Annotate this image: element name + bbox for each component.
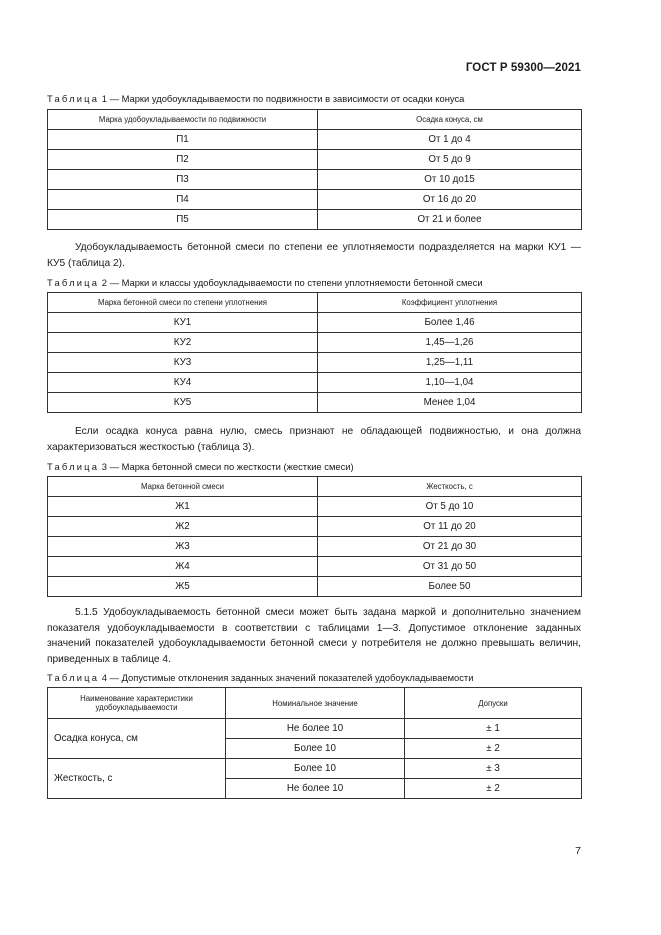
table-cell: От 31 до 50 xyxy=(318,557,582,577)
paragraph-text: 5.1.5 Удобоукладываемость бетонной смеси может быть задана маркой и дополнительно значением показателя удобоукладываемости в соответствии с таблицами 1—3. Допустимое отклонение заданных значений показателей удобоукладываемости бетонной смеси у потребителя не должно превышать величин, приведенных в таблице 4. xyxy=(47,607,581,665)
table-cell: Ж1 xyxy=(48,497,318,517)
table2 xyxy=(47,292,582,413)
table-cell: 1,25—1,11 xyxy=(318,353,582,373)
table-row xyxy=(48,190,582,210)
column-header: Жесткость, с xyxy=(318,477,582,497)
column-header: Осадка конуса, см xyxy=(318,110,582,130)
table-cell: КУ5 xyxy=(48,393,318,413)
table-row xyxy=(48,353,582,373)
table-row xyxy=(48,759,582,779)
table-cell: От 21 и более xyxy=(318,210,582,230)
table-cell: От 11 до 20 xyxy=(318,517,582,537)
table-cell: КУ3 xyxy=(48,353,318,373)
table3 xyxy=(47,476,582,597)
table-row xyxy=(48,333,582,353)
paragraph xyxy=(47,605,581,667)
table-cell: От 1 до 4 xyxy=(318,130,582,150)
table-cell: П3 xyxy=(48,170,318,190)
table2-caption-text: 2 — Марки и классы удобоукладываемости по степени уплотняемости бетонной смеси xyxy=(101,277,483,288)
table-cell: КУ4 xyxy=(48,373,318,393)
table-cell: От 5 до 9 xyxy=(318,150,582,170)
table-cell: Ж2 xyxy=(48,517,318,537)
table-cell: П5 xyxy=(48,210,318,230)
table-cell: П4 xyxy=(48,190,318,210)
column-header: Наименование характеристики удобоукладываемости xyxy=(48,688,226,719)
table-header-row xyxy=(48,293,582,313)
table-row xyxy=(48,373,582,393)
table-cell: От 16 до 20 xyxy=(318,190,582,210)
table-header-row xyxy=(48,477,582,497)
table4-caption-prefix: Таблица xyxy=(47,672,100,683)
table-cell: Ж3 xyxy=(48,537,318,557)
table4-caption-text: 4 — Допустимые отклонения заданных значений показателей удобоукладываемости xyxy=(101,672,474,683)
table-row xyxy=(48,313,582,333)
table2-caption xyxy=(47,277,483,288)
table-row xyxy=(48,537,582,557)
table-row xyxy=(48,210,582,230)
table-cell: От 21 до 30 xyxy=(318,537,582,557)
group-label: Осадка конуса, см xyxy=(48,719,226,759)
table4 xyxy=(47,687,582,799)
table1-caption-prefix: Таблица xyxy=(47,93,100,104)
table-header-row xyxy=(48,110,582,130)
table1 xyxy=(47,109,582,230)
column-header: Коэффициент уплотнения xyxy=(318,293,582,313)
table-row xyxy=(48,497,582,517)
column-header: Марка удобоукладываемости по подвижности xyxy=(48,110,318,130)
table-cell: Более 1,46 xyxy=(318,313,582,333)
table-cell: 1,45—1,26 xyxy=(318,333,582,353)
table-row xyxy=(48,150,582,170)
table-cell: Более 50 xyxy=(318,577,582,597)
table-row xyxy=(48,130,582,150)
table-cell: ± 2 xyxy=(405,779,582,799)
table3-caption xyxy=(47,461,354,472)
table-cell: Ж5 xyxy=(48,577,318,597)
column-header: Номинальное значение xyxy=(226,688,405,719)
table-cell: КУ1 xyxy=(48,313,318,333)
table-cell: Ж4 xyxy=(48,557,318,577)
paragraph xyxy=(47,240,581,271)
table3-caption-prefix: Таблица xyxy=(47,461,100,472)
column-header: Марка бетонной смеси xyxy=(48,477,318,497)
table-row xyxy=(48,393,582,413)
column-header: Марка бетонной смеси по степени уплотнения xyxy=(48,293,318,313)
table-row xyxy=(48,170,582,190)
table-cell: Не более 10 xyxy=(226,719,405,739)
table-cell: Более 10 xyxy=(226,759,405,779)
table-cell: ± 3 xyxy=(405,759,582,779)
table2-caption-prefix: Таблица xyxy=(47,277,100,288)
paragraph-text: Если осадка конуса равна нулю, смесь признают не обладающей подвижностью, и она должна характеризоваться жесткостью (таблица 3). xyxy=(47,426,581,453)
table-row xyxy=(48,719,582,739)
paragraph-text: Удобоукладываемость бетонной смеси по степени ее уплотняемости подразделяется на марки КУ1 — КУ5 (таблица 2). xyxy=(47,242,581,269)
table-cell: П1 xyxy=(48,130,318,150)
table-header-row xyxy=(48,688,582,719)
page-header: ГОСТ Р 59300—2021 xyxy=(465,62,581,74)
table-cell: От 5 до 10 xyxy=(318,497,582,517)
group-label: Жесткость, с xyxy=(48,759,226,799)
table3-caption-text: 3 — Марка бетонной смеси по жесткости (жесткие смеси) xyxy=(101,461,354,472)
table-cell: 1,10—1,04 xyxy=(318,373,582,393)
paragraph xyxy=(47,424,581,455)
table1-caption-text: 1 — Марки удобоукладываемости по подвижности в зависимости от осадки конуса xyxy=(101,93,465,104)
table-cell: КУ2 xyxy=(48,333,318,353)
page-number: 7 xyxy=(575,845,581,857)
table1-caption xyxy=(47,93,464,104)
table-cell: ± 1 xyxy=(405,719,582,739)
table-cell: Более 10 xyxy=(226,739,405,759)
table-row xyxy=(48,517,582,537)
table-cell: От 10 до15 xyxy=(318,170,582,190)
table-row xyxy=(48,577,582,597)
table-cell: ± 2 xyxy=(405,739,582,759)
column-header: Допуски xyxy=(405,688,582,719)
table-cell: Менее 1,04 xyxy=(318,393,582,413)
table-cell: Не более 10 xyxy=(226,779,405,799)
table-row xyxy=(48,557,582,577)
table4-caption xyxy=(47,672,473,683)
table-cell: П2 xyxy=(48,150,318,170)
